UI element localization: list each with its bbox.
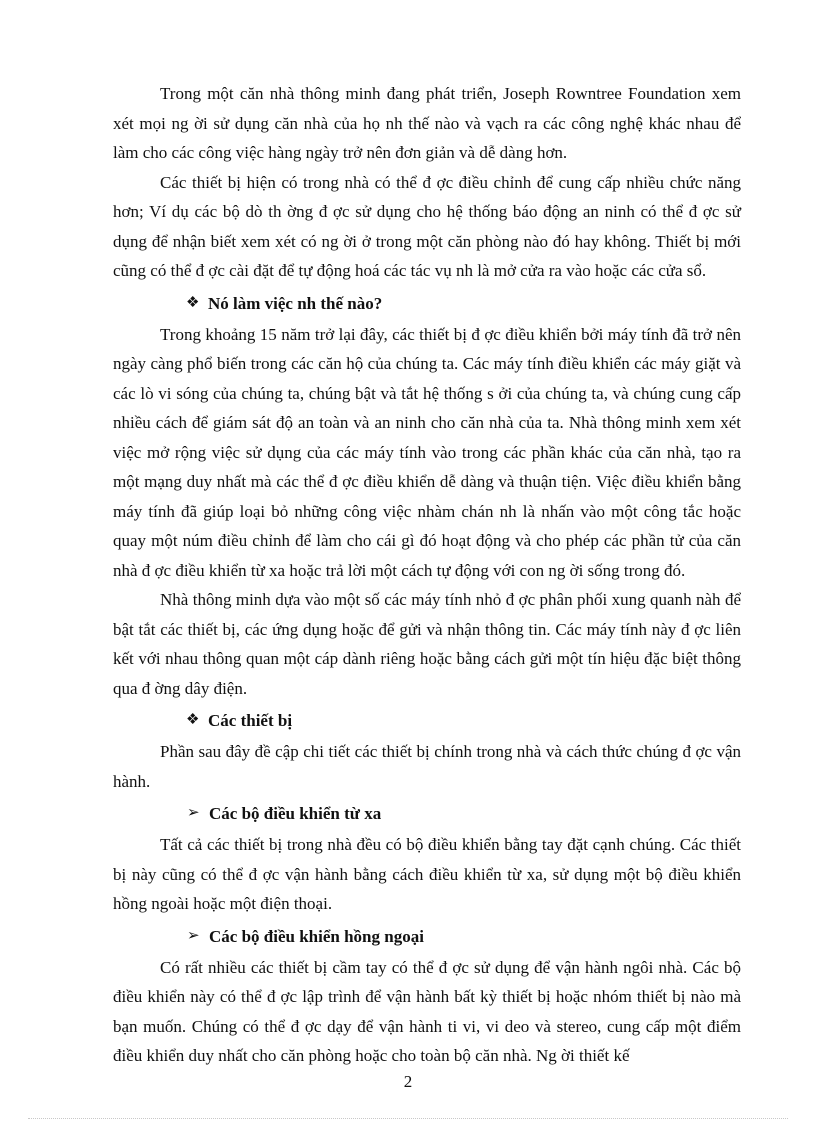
arrow-bullet-icon: ➢ [187,927,200,944]
paragraph-infrared-controls: Có rất nhiều các thiết bị cầm tay có thể đ ợc sử dụng để vận hành ngôi nhà. Các bộ điều khiển này có thể đ ợc lập trình để vận hành bất kỳ thiết bị hoặc nhóm thiết bị nào mà bạn muốn. Chúng có thể đ ợc dạy để vận hành ti vi, vi deo và stereo, cung cấp một điểm điều khiển duy nhất cho căn phòng hoặc cho toàn bộ căn nhà. Ng ời thiết kế [113,957,741,1065]
paragraph-existing-devices: Các thiết bị hiện có trong nhà có thể đ ợc điều chỉnh để cung cấp nhiều chức năng hơn; Ví dụ các bộ dò th ờng đ ợc sử dụng cho hệ thống báo động an ninh có thể đ ợc sử dụng để nhận biết xem xét có ng ời ở trong một căn phòng nào đó hay không. Thiết bị mới cũng có thể đ ợc cài đặt để tự động hoá các tác vụ nh là mở cửa ra vào hoặc các cửa sổ. [113,172,741,280]
heading-text: Các thiết bị [208,711,293,730]
heading-text: Nó làm việc nh thế nào? [208,293,383,313]
heading-infrared-controls [113,922,741,951]
paragraph-remote-controls: Tất cả các thiết bị trong nhà đều có bộ điều khiển bằng tay đặt cạnh chúng. Các thiết bị này cũng có thể đ ợc vận hành bằng cách điều khiển từ xa, sử dụng một bộ điều khiển hồng ngoài hoặc một điện thoại. [113,835,741,913]
paragraph-intro: Trong một căn nhà thông minh đang phát triển, Joseph Rowntree Foundation xem xét mọi ng ời sử dụng căn nhà của họ nh thế nào và vạch ra các công nghệ khác nhau để làm cho các công việc hàng ngày trở nên đơn giản và dễ dàng hơn. [113,84,741,162]
diamond-bullet-icon: ❖ [186,712,200,728]
heading-how-it-works [113,289,741,318]
paragraph-devices-intro: Phần sau đây đề cập chi tiết các thiết bị chính trong nhà và cách thức chúng đ ợc vận hành. [113,742,741,791]
footer-divider [28,1118,788,1119]
arrow-bullet-icon: ➢ [187,805,200,821]
heading-remote-controls [113,799,741,828]
paragraph-small-computers: Nhà thông minh dựa vào một số các máy tính nhỏ đ ợc phân phối xung quanh nàh để bật tắt các thiết bị, các ứng dụng hoặc để gửi và nhận thông tin. Các máy tính này đ ợc liên kết với nhau thông quan một cáp dành riêng hoặc bằng cách gửi một tín hiệu đặc biệt thông qua đ ờng dây điện. [113,590,741,698]
diamond-bullet-icon: ❖ [186,294,200,311]
heading-text: Các bộ điều khiển từ xa [209,804,382,823]
heading-text: Các bộ điều khiển hồng ngoại [209,926,424,946]
paragraph-computer-control: Trong khoảng 15 năm trở lại đây, các thiết bị đ ợc điều khiển bởi máy tính đã trở nên ngày càng phổ biến trong các căn hộ của chúng ta. Các máy tính điều khiển các máy giặt và các lò vi sóng của chúng ta, chúng bật và tắt hệ thống s ởi của chúng ta, và chúng cung cấp nhiều cách để giám sát độ an toàn và an ninh cho căn nhà của ta. Nhà thông minh xem xét việc mở rộng việc sử dụng của các máy tính vào trong các phần khác của căn nhà, tạo ra một mạng duy nhất mà các thể đ ợc điều khiển dễ dàng và thuận tiện. Việc điều khiển bằng máy tính đã giúp loại bỏ những công việc nhàm chán nh là nhấn vào một công tắc hoặc quay một núm điều chỉnh để làm cho cái gì đó hoạt động và cho phép các phần tử của căn nhà đ ợc điều khiển từ xa hoặc trả lời một cách tự động với con ng ời sống trong đó. [113,324,741,580]
heading-devices [113,706,741,735]
page-number: 2 [403,1072,413,1091]
page-content [113,79,741,1071]
